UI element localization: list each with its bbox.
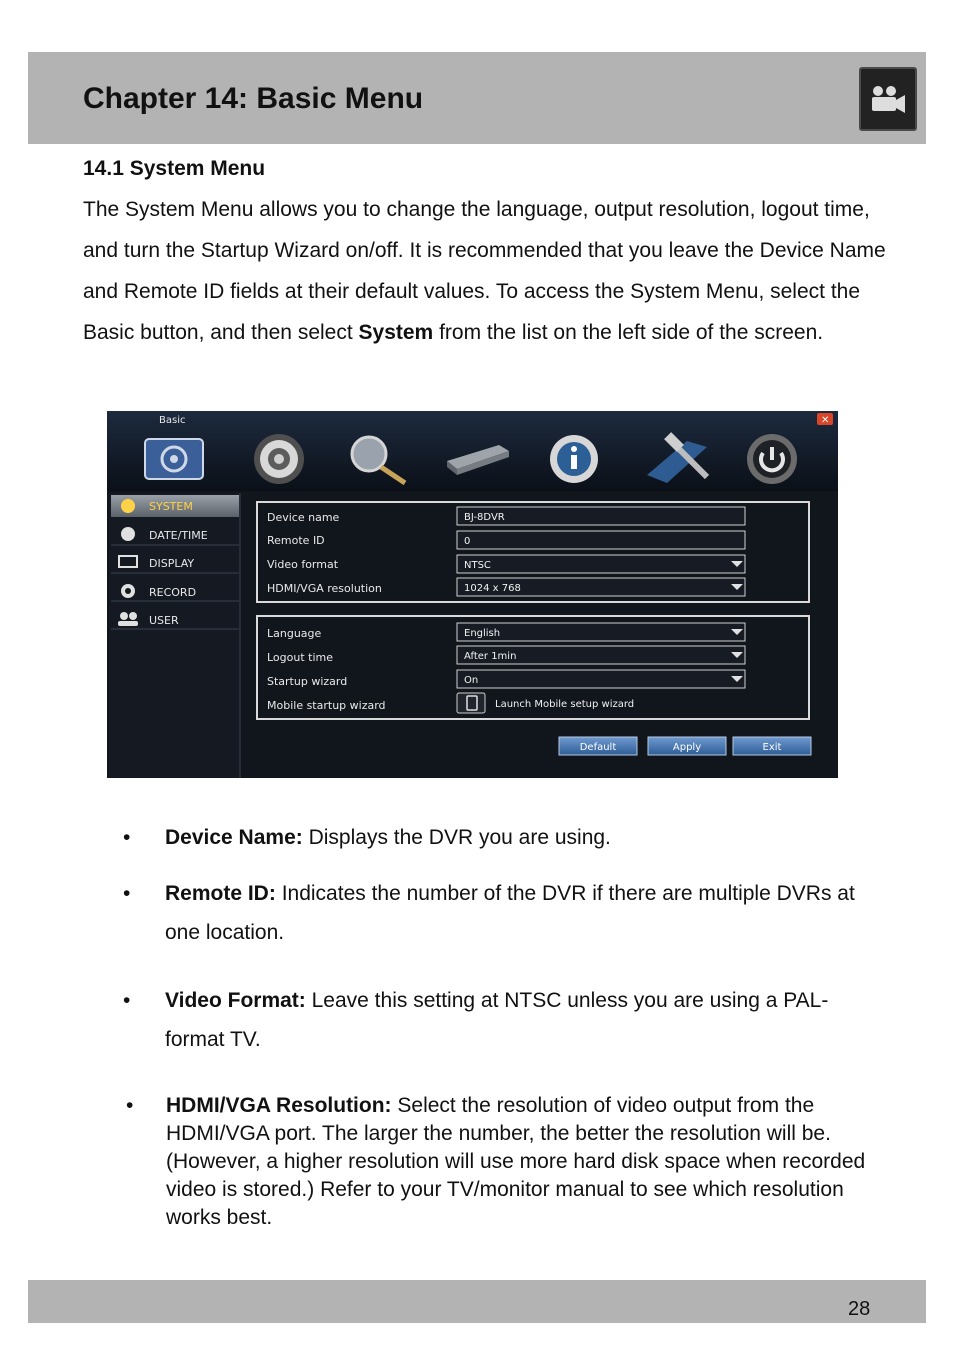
apply-button[interactable] [648,737,726,755]
svg-text:SYSTEM: SYSTEM [149,500,193,513]
page-footer [28,1280,926,1323]
svg-text:Mobile startup wizard: Mobile startup wizard [267,699,386,712]
window-title: Basic [159,415,186,426]
startup-wizard-select[interactable] [457,670,745,688]
svg-text:HDMI/VGA resolution: HDMI/VGA resolution [267,582,382,595]
close-icon[interactable] [817,413,833,426]
list-item: • Video Format: Leave this setting at NTSC unless you are using a PAL-format TV. [123,989,829,1051]
basic-icon[interactable] [145,439,203,479]
default-button[interactable] [559,737,637,755]
svg-text:Launch Mobile setup wizard: Launch Mobile setup wizard [495,699,635,710]
info-icon[interactable] [550,435,598,483]
remote-id-field[interactable] [457,531,745,549]
list-item: • HDMI/VGA Resolution: Select the resolution of video output from the HDMI/VGA port. The larger the number, the better the resolution will be. (However, a higher resolution will use more hard disk space when recorded video is stored.) Refer to your TV/monitor manual to see which resolution works best. [126,1094,866,1229]
power-icon[interactable] [747,434,797,484]
svg-text:DATE/TIME: DATE/TIME [149,529,208,542]
list-item: • Device Name: Displays the DVR you are using. [123,826,611,849]
svg-text:Video format: Video format [267,558,339,571]
svg-text:Default: Default [579,742,617,753]
section-heading: 14.1 System Menu [83,157,266,180]
svg-text:RECORD: RECORD [149,586,197,599]
intro-paragraph [83,189,893,353]
svg-text:Exit: Exit [762,742,782,753]
exit-button[interactable] [733,737,811,755]
svg-text:Language: Language [267,627,322,640]
svg-text:On: On [464,675,479,686]
camera-icon [859,67,917,131]
svg-text:Remote ID: Remote ID [267,534,325,547]
svg-text:USER: USER [149,614,179,627]
svg-text:1024 x 768: 1024 x 768 [464,583,521,594]
intro-text: The System Menu allows you to change the language, output resolution, logout time, and turn the Startup Wizard on/off. It is recommended that you leave the Device Name and Remote ID fields at their default values. To access the System Menu, select the Basic button, and then select [83,198,886,344]
svg-text:BJ-8DVR: BJ-8DVR [464,512,505,523]
svg-text:Apply: Apply [672,742,702,753]
dvr-menu-screenshot [107,411,838,778]
svg-text:✕: ✕ [821,415,830,426]
svg-text:NTSC: NTSC [464,560,491,571]
gear-icon[interactable] [254,434,304,484]
svg-text:Logout time: Logout time [267,651,334,664]
page-number: 28 [848,1298,871,1320]
chapter-header [28,52,926,144]
chapter-title: Chapter 14: Basic Menu [83,82,424,115]
intro-bold-system: System [358,321,434,344]
svg-text:0: 0 [464,536,471,547]
sidebar-item-system[interactable] [111,495,239,517]
svg-text:Device name: Device name [267,511,340,524]
svg-text:English: English [464,628,501,639]
svg-text:After 1min: After 1min [464,651,517,662]
video-format-select[interactable] [457,555,745,573]
language-select[interactable] [457,623,745,641]
svg-text:DISPLAY: DISPLAY [149,557,195,570]
list-item: • Remote ID: Indicates the number of the DVR if there are multiple DVRs at one location. [123,882,855,944]
intro-text-end: from the list on the left side of the screen. [433,321,824,344]
svg-text:Startup wizard: Startup wizard [267,675,348,688]
